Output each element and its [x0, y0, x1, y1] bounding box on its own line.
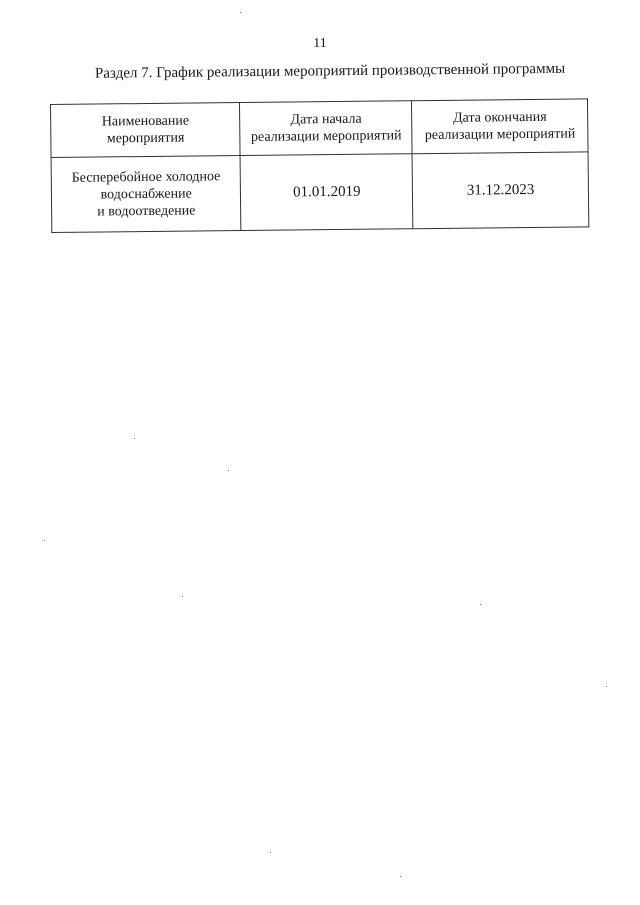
header-line: реализации мероприятий [424, 126, 576, 144]
header-line: реализации мероприятий [250, 128, 402, 145]
header-start-date [240, 101, 413, 156]
event-name-line: водоснабжение [100, 186, 192, 202]
table-header-row [51, 99, 589, 158]
schedule-table [50, 98, 589, 233]
table-row [51, 152, 589, 233]
scan-speck [134, 438, 135, 439]
scan-speck [400, 876, 401, 877]
event-name-line: и водоотведение [97, 202, 196, 220]
header-line: мероприятия [106, 130, 185, 147]
cell-end-date: 31.12.2023 [412, 152, 588, 229]
section-title: Раздел 7. График реализации мероприятий производственной программы [94, 60, 566, 82]
scan-speck [228, 470, 229, 471]
scan-speck [240, 12, 241, 13]
scan-speck [44, 540, 45, 541]
page-number: 11 [313, 36, 327, 51]
cell-start-date: 01.01.2019 [240, 154, 413, 231]
scan-speck [606, 686, 607, 687]
header-end-date [412, 99, 588, 154]
scan-speck [182, 596, 183, 597]
header-event-name [51, 103, 241, 158]
cell-event-name [51, 156, 241, 233]
event-name-line: Бесперебойное холодное [71, 168, 221, 186]
header-line: Дата окончания [452, 109, 547, 126]
header-line: Дата начала [290, 111, 362, 128]
header-line: Наименование [101, 113, 190, 130]
scan-speck [480, 604, 481, 605]
scan-speck [270, 852, 271, 853]
